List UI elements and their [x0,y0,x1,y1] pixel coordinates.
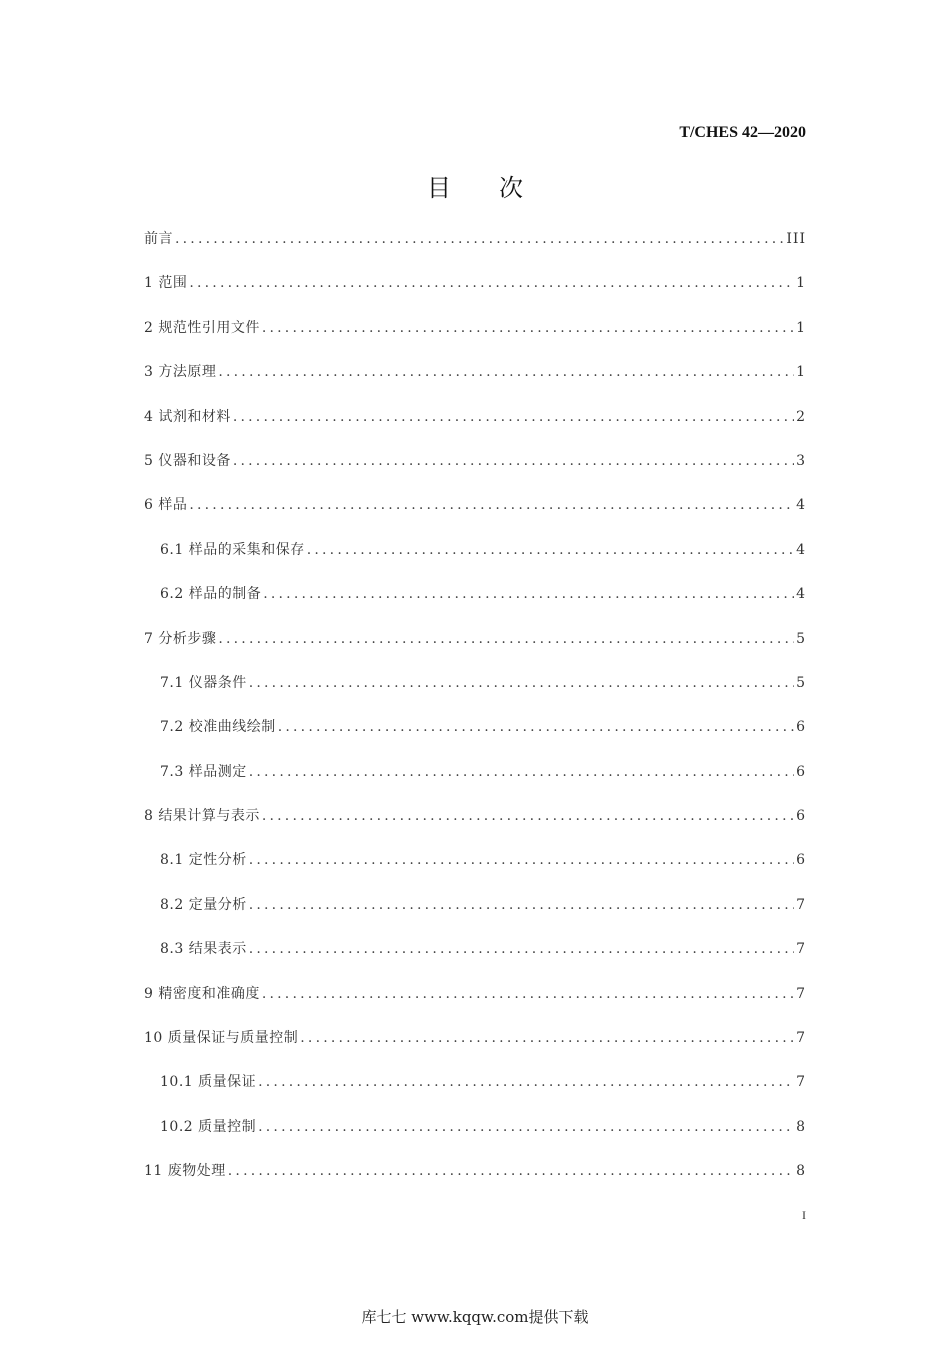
toc-entry-label: 前言 [144,231,173,247]
toc-entry-label: 9 精密度和准确度 [144,985,260,1002]
table-of-contents [144,227,806,1204]
toc-entry-label: 1 范围 [144,275,188,292]
toc-entry-label: 6.1 样品的采集和保存 [160,541,305,558]
toc-dot-leader [263,582,794,606]
toc-entry-label: 2 规范性引用文件 [144,319,260,336]
toc-entry-page: 7 [796,896,806,913]
toc-dot-leader [189,271,794,295]
toc-entry[interactable] [144,449,806,493]
page-number: I [802,1208,806,1222]
toc-entry-page: 5 [796,630,806,647]
toc-dot-leader [258,1070,794,1094]
toc-entry-label: 10.1 质量保证 [160,1074,257,1091]
toc-entry[interactable] [144,227,806,271]
toc-entry-label: 6 样品 [144,497,188,514]
toc-entry-page: 5 [796,674,806,691]
toc-entry-page: 3 [796,452,806,469]
toc-entry-page: 8 [796,1163,806,1180]
toc-dot-leader [233,405,794,429]
toc-entry-page: 4 [796,586,806,603]
toc-entry[interactable] [144,1070,806,1114]
toc-dot-leader [249,937,794,961]
toc-entry-label: 7.2 校准曲线绘制 [160,719,276,736]
toc-entry-label: 7.1 仪器条件 [160,674,247,691]
toc-entry[interactable] [144,804,806,848]
toc-entry-page: 7 [796,1030,806,1047]
toc-dot-leader [262,804,794,828]
toc-entry[interactable] [144,848,806,892]
toc-entry-page: 4 [796,541,806,558]
toc-entry-page: 4 [796,497,806,514]
toc-entry-page: 6 [796,719,806,736]
toc-dot-leader [307,538,794,562]
toc-entry[interactable] [144,405,806,449]
toc-entry-label: 7.3 样品测定 [160,763,247,780]
toc-entry[interactable] [144,493,806,537]
toc-entry-page: 1 [796,275,806,292]
toc-dot-leader [249,848,794,872]
toc-entry-label: 7 分析步骤 [144,630,217,647]
toc-entry-page: 6 [796,808,806,825]
toc-dot-leader [262,982,794,1006]
toc-entry-label: 8.3 结果表示 [160,941,247,958]
toc-entry-page: 1 [796,319,806,336]
toc-entry-page: 7 [796,941,806,958]
toc-entry-label: 8.1 定性分析 [160,852,247,869]
toc-entry[interactable] [144,671,806,715]
toc-entry[interactable] [144,627,806,671]
toc-dot-leader [278,715,794,739]
toc-entry-page: 6 [796,852,806,869]
toc-entry[interactable] [144,937,806,981]
toc-entry[interactable] [144,760,806,804]
toc-entry-page: 8 [796,1118,806,1135]
toc-entry-label: 5 仪器和设备 [144,452,231,469]
toc-entry-label: 8.2 定量分析 [160,896,247,913]
toc-entry-label: 6.2 样品的制备 [160,586,262,603]
toc-entry-page: 7 [796,1074,806,1091]
toc-dot-leader [189,493,794,517]
download-footer: 库七七 www.kqqw.com提供下载 [361,1308,589,1326]
toc-entry-page: 2 [796,408,806,425]
toc-entry[interactable] [144,1115,806,1159]
toc-entry-label: 10 质量保证与质量控制 [144,1030,299,1047]
toc-entry-label: 8 结果计算与表示 [144,808,260,825]
toc-entry[interactable] [144,1026,806,1070]
toc-dot-leader [258,1115,794,1139]
page-title: 目次 [427,174,571,202]
toc-dot-leader [249,893,794,917]
toc-dot-leader [218,627,794,651]
toc-entry-label: 11 废物处理 [144,1163,226,1180]
toc-entry[interactable] [144,538,806,582]
toc-entry-page: 1 [796,364,806,381]
toc-dot-leader [249,760,794,784]
toc-entry-page: 7 [796,985,806,1002]
toc-dot-leader [300,1026,794,1050]
toc-entry-label: 3 方法原理 [144,364,217,381]
toc-dot-leader [228,1159,794,1183]
toc-entry-page: 6 [796,763,806,780]
toc-dot-leader [175,227,784,251]
toc-dot-leader [233,449,794,473]
toc-dot-leader [262,316,794,340]
toc-entry[interactable] [144,893,806,937]
toc-entry[interactable] [144,360,806,404]
document-code: T/CHES 42—2020 [679,124,806,141]
toc-dot-leader [249,671,794,695]
toc-dot-leader [218,360,794,384]
toc-entry[interactable] [144,715,806,759]
toc-entry-label: 10.2 质量控制 [160,1118,257,1135]
toc-entry-page: III [786,231,806,247]
toc-entry[interactable] [144,1159,806,1203]
toc-entry[interactable] [144,582,806,626]
toc-entry[interactable] [144,982,806,1026]
toc-entry[interactable] [144,316,806,360]
toc-entry-label: 4 试剂和材料 [144,408,231,425]
toc-entry[interactable] [144,271,806,315]
